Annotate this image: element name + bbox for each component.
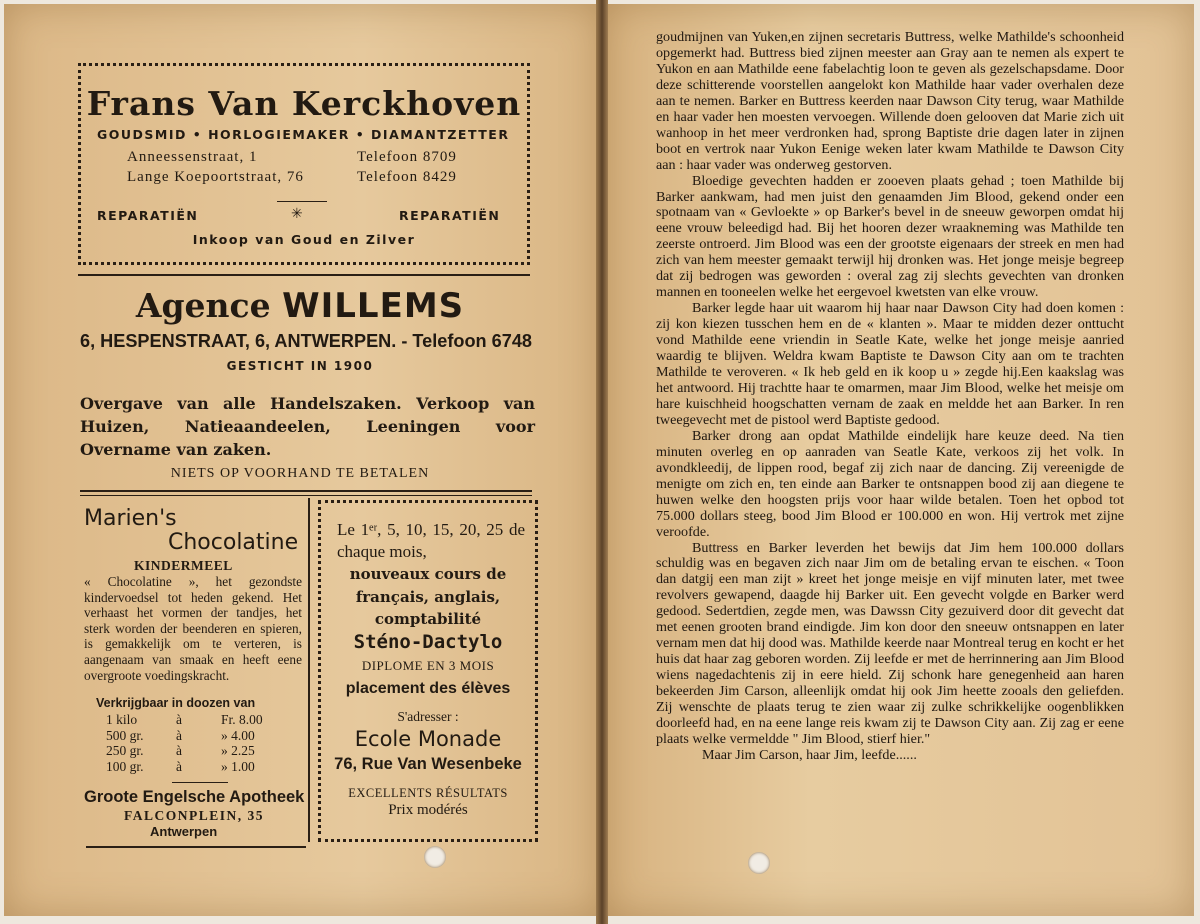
- school-diploma: DIPLOME EN 3 MOIS: [361, 658, 495, 673]
- divider: [80, 490, 532, 492]
- agency-address: 6, HESPENSTRAAT, 6, ANTWERPEN. - Telefoon 6748: [80, 330, 532, 351]
- pharmacy-city: Antwerpen: [150, 824, 218, 839]
- price-value: » 1.00: [221, 759, 255, 775]
- goldsmith-address-1: Anneessenstraat, 1: [127, 149, 258, 165]
- price-row: [106, 759, 296, 775]
- school-courses: nouveaux cours de français, anglais, comptabilité: [349, 565, 507, 628]
- school-results: EXCELLENTS RÉSULTATS: [348, 786, 508, 800]
- story-paragraph: goudmijnen van Yuken,en zijnen secretaris Buttress, welke Mathilde's schoonheid opgemerkt had. Buttress bied zijnen meester aan Gray aan te nemen als expert te Yukon en aan Mathilde eene fabelachtig loon te geven als gezelschapsdame. Door deze schitterende voorstellen aangelokt kon Mathilde haar vader overhalen deze aan te nemen. Barker en Buttress keerden naar Dawson City terug, waar Mathilde en haar vader hen moesten vervoegen. Willende doen gelooven dat Marie zich uit wanhoop in het meer verdronken had, sprong Baptiste drie dagen later in zijnen boot en vertrok naar Yukon Eenige weken later kwam Mathilde te Dawson City aan : haar vader was onderweg gestorven.: [656, 29, 1124, 173]
- school-steno: Sténo-Dactylo: [353, 631, 503, 653]
- agency-title-word: Agence: [135, 286, 271, 325]
- divider: [86, 846, 306, 848]
- school-street: 76, Rue Van Wesenbeke: [334, 755, 522, 773]
- school-placement: placement des élèves: [345, 680, 511, 697]
- goldsmith-phone-2: Telefoon 8429: [357, 169, 457, 185]
- binding-hole: [748, 852, 770, 874]
- school-prices: Prix modérés: [388, 802, 468, 818]
- price-at: à: [176, 759, 182, 775]
- divider: [172, 782, 228, 783]
- divider: [277, 201, 327, 202]
- goldsmith-ad: [78, 63, 530, 265]
- price-table: [106, 712, 296, 775]
- school-ad: [318, 500, 538, 842]
- story-paragraph: Buttress en Barker leverden het bewijs dat Jim hem 100.000 dollars schuldig was en begaven zich naar Jim om de betaling ervan te eischen. « Toon dan datgij een man zijt » kreet het jonge meisje en vijf minuten later, met twee revolvers gewapend, daagde hij Barker uit. Een gevecht volgde en Barker werd gedood. Sedertdien, zegde men, was Dawssn City gezuiverd door dit gevecht dat met eenen grooten brand eindigde. Jim kon door den sneeuw ontsnappen en later vernam men dat hij dood was. Mathilde keerde naar Montreal terug en kocht er het huis dat haar zag geboren worden. Zij leefde er met de herrinnering aan Jim Blood wiens nagedachtenis zij in eere hield. Zij schonk hare genegenheid aan haren bekeerden Jim Carson, alleenlijk omdat hij ook Jim heette zooals den geliefden. Zij wenschte de plaats terug te zien waar zij zulke schrikkelijke oogenblikken doorleefd had, en na eene lange reis kwam zij te Dawson City aan. Zij zag er eene plaats welke vermeldde " Jim Blood, stierf hier.": [656, 539, 1124, 747]
- price-weight: 1 kilo: [106, 712, 138, 727]
- story-paragraph: Bloedige gevechten hadden er zooeven plaats gehad ; toen Mathilde bij Barker aankwam, had men juist den genaamden Jim Blood, gekend onder een spotnaam van « Gevloekte » op Barker's bevel in de sneeuw geworpen omdat hij eene vrouw beleedigd had. Bij het hooren dezer wraakneming was Mathilde ten zeerste ontroerd. Jim Blood was een der grootste eigenaars der streek en men had zich van hem meester gemaakt terwijl hij dronken was. Het jonge meisje begreep dat zij bedrogen was geworden : overal zag zij slechts gevechten van dronken mannen en tooneelen welke het eergevoel kwetsten van elke vrouw.: [656, 172, 1124, 301]
- story-paragraph: Barker legde haar uit waarom hij haar naar Dawson City had doen komen : zij kon kiezen tusschen hem en de « klanten ». Maar te midden dezer onttucht vond Mathilde eene vriendin in Seatle Kate, welke het jonge meisje aanried waardig te blijven. Weldra kwam Baptiste te Dawson City aan om te trachten Mathilde te veroveren. « Ik heb geld en ik koop u » zegde hij.Een kaakslag was het antwoord. Hij trachtte haar te omarmen, maar Jim Blood, welke het meisje om hare kuischheid hoogschatten vernam de zaak en meldde het aan Barker. In ren tweegevecht met de pistool werd Baptiste gedood.: [656, 300, 1124, 428]
- chocolate-title-2: Chocolatine: [168, 530, 299, 555]
- story-paragraph: Barker drong aan opdat Mathilde eindelijk hare keuze deed. Na tien minuten overleg en op aanraden van Seatle Kate, verkoos zij het volk. In avondkleedij, de lippen rood, begaf zij zich naar de dancing. Zij vereenigde de menigte om zich en, ten einde aan Barker te ontsnappen bood zij aan diegene te huwen welke den hoogsten prijs voor haar wilde betalen. Toen het opbod tot 75.000 dollars steeg, bood Jim Blood er 100.000 en won. Hij vertrok met zijne veroofde.: [656, 427, 1124, 540]
- chocolate-subtitle: KINDERMEEL: [134, 558, 233, 573]
- price-row: [106, 743, 296, 759]
- agency-note: NIETS OP VOORHAND TE BETALEN: [170, 466, 430, 481]
- book-gutter: [596, 0, 608, 924]
- price-at: à: [176, 727, 182, 743]
- price-value: » 4.00: [221, 727, 255, 743]
- pharmacy-name: Groote Engelsche Apotheek: [84, 788, 305, 806]
- price-at: à: [176, 743, 182, 759]
- price-value: Fr. 8.00: [221, 712, 263, 727]
- story-paragraph: Maar Jim Carson, haar Jim, leefde......: [702, 746, 917, 763]
- goldsmith-name: Frans Van Kerckhoven: [86, 84, 522, 123]
- goldsmith-buy-line: Inkoop van Goud en Zilver: [192, 232, 416, 247]
- price-row: [106, 728, 296, 744]
- price-at: à: [176, 712, 182, 727]
- price-row: [106, 712, 296, 728]
- school-dates: Le 1ᵉʳ, 5, 10, 15, 20, 25 de chaque mois,: [337, 520, 525, 561]
- goldsmith-trade: GOUDSMID • HORLOGIEMAKER • DIAMANTZETTER: [97, 127, 510, 142]
- goldsmith-address-2: Lange Koepoortstraat, 76: [127, 169, 304, 185]
- price-weight: 250 gr.: [106, 743, 144, 759]
- binding-hole: [424, 846, 446, 868]
- school-contact: S'adresser :: [397, 709, 459, 724]
- agency-founded: GESTICHT IN 1900: [226, 359, 374, 373]
- asterisk-icon: ✳: [291, 206, 303, 222]
- price-weight: 500 gr.: [106, 727, 144, 743]
- chocolate-sale-line: Verkrijgbaar in doozen van: [96, 696, 256, 710]
- chocolate-title-1: Marien's: [84, 506, 177, 531]
- repair-label-right: REPARATIËN: [399, 208, 501, 223]
- pharmacy-address: FALCONPLEIN, 35: [124, 808, 265, 823]
- agency-title-name: WILLEMS: [282, 286, 465, 326]
- agency-title: [0, 286, 600, 326]
- school-name: Ecole Monade: [354, 727, 502, 751]
- divider: [80, 495, 532, 496]
- story-text: [656, 30, 1124, 764]
- goldsmith-phone-1: Telefoon 8709: [357, 149, 457, 165]
- repair-label-left: REPARATIËN: [97, 208, 199, 223]
- price-value: » 2.25: [221, 743, 255, 759]
- agency-body: Overgave van alle Handelszaken. Verkoop van Huizen, Natieaandeelen, Leeningen voor Overname van zaken.: [80, 394, 535, 459]
- column-divider: [308, 498, 310, 842]
- price-weight: 100 gr.: [106, 759, 144, 775]
- divider: [78, 274, 530, 276]
- chocolate-text: « Chocolatine », het gezondste kindervoedsel tot heden gekend. Het verhaast het vormen der tandjes, het sterk worden der beenderen en spieren, is gemakkelijk om te verteren, is aangenaam van smaak en heeft eene overgroote voedingskracht.: [84, 574, 302, 683]
